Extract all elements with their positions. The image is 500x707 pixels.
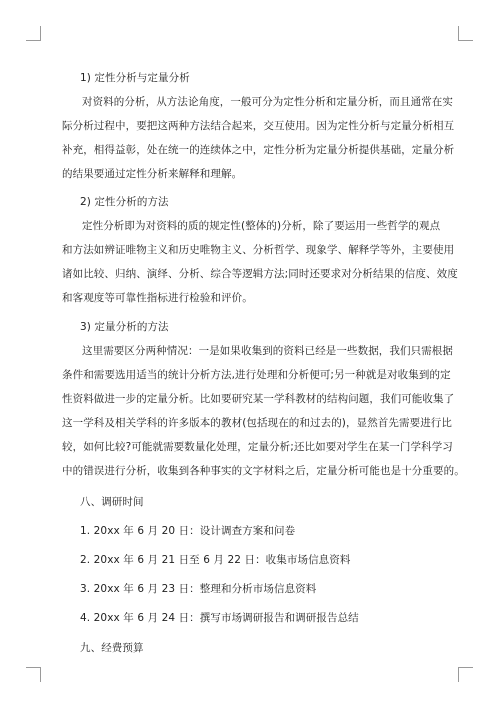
schedule-item: 4. 20xx 年 6 月 24 日：撰写市场调研报告和调研报告总结 [80, 612, 359, 624]
crop-mark-bottom-right [458, 667, 473, 682]
section-heading: 2) 定性分析的方法 [80, 196, 169, 208]
paragraph-line: 和客观度等可靠性指标进行检验和评价。 [62, 292, 253, 304]
budget-heading: 九、经费预算 [80, 642, 144, 654]
schedule-item: 3. 20xx 年 6 月 23 日：整理和分析市场信息资料 [80, 583, 317, 595]
paragraph-line: 诸如比较、归纳、演绎、分析、综合等逻辑方法;同时还要求对分析结果的信度、效度 [62, 268, 458, 280]
section-heading: 1) 定性分析与定量分析 [80, 72, 190, 84]
paragraph-line: 对资料的分析，从方法论角度，一般可分为定性分析和定量分析，而且通常在实 [82, 96, 453, 108]
paragraph-line: 际分析过程中，要把这两种方法结合起来，交互使用。因为定性分析与定量分析相互 [62, 120, 455, 132]
paragraph-line: 和方法如辨证唯物主义和历史唯物主义、分析哲学、现象学、解释学等外，主要使用 [62, 244, 455, 256]
paragraph-line: 这里需要区分两种情况：一是如果收集到的资料已经是一些数据，我们只需根据 [82, 345, 453, 357]
paragraph-line: 较，如何比较?可能就需要数量化处理，定量分析;还比如要对学生在某一门学科学习 [62, 441, 453, 453]
schedule-heading: 八、调研时间 [80, 496, 144, 508]
paragraph-line: 这一学科及相关学科的许多版本的教材(包括现在的和过去的)，显然首先需要进行比 [62, 417, 452, 429]
paragraph-line: 的结果要通过定性分析来解释和理解。 [62, 168, 243, 180]
crop-mark-top-left [26, 26, 41, 41]
schedule-item: 2. 20xx 年 6 月 21 日至 6 月 22 日：收集市场信息资料 [80, 554, 351, 566]
paragraph-line: 补充，相得益彰，处在统一的连续体之中，定性分析为定量分析提供基础，定量分析 [62, 144, 455, 156]
schedule-item: 1. 20xx 年 6 月 20 日：设计调查方案和问卷 [80, 525, 296, 537]
crop-mark-bottom-left [26, 667, 41, 682]
paragraph-line: 定性分析即为对资料的质的规定性(整体的)分析，除了要运用一些哲学的观点 [82, 220, 441, 232]
section-heading: 3) 定量分析的方法 [80, 321, 169, 333]
paragraph-line: 性资料做进一步的定量分析。比如要研究某一学科教材的结构问题，我们可能收集了 [62, 393, 455, 405]
paragraph-line: 中的错误进行分析，收集到各种事实的文字材料之后，定量分析可能也是十分重要的。 [62, 465, 465, 477]
crop-mark-top-right [458, 26, 473, 41]
paragraph-line: 条件和需要选用适当的统计分析方法,进行处理和分析便可;另一种就是对收集到的定 [62, 369, 451, 381]
